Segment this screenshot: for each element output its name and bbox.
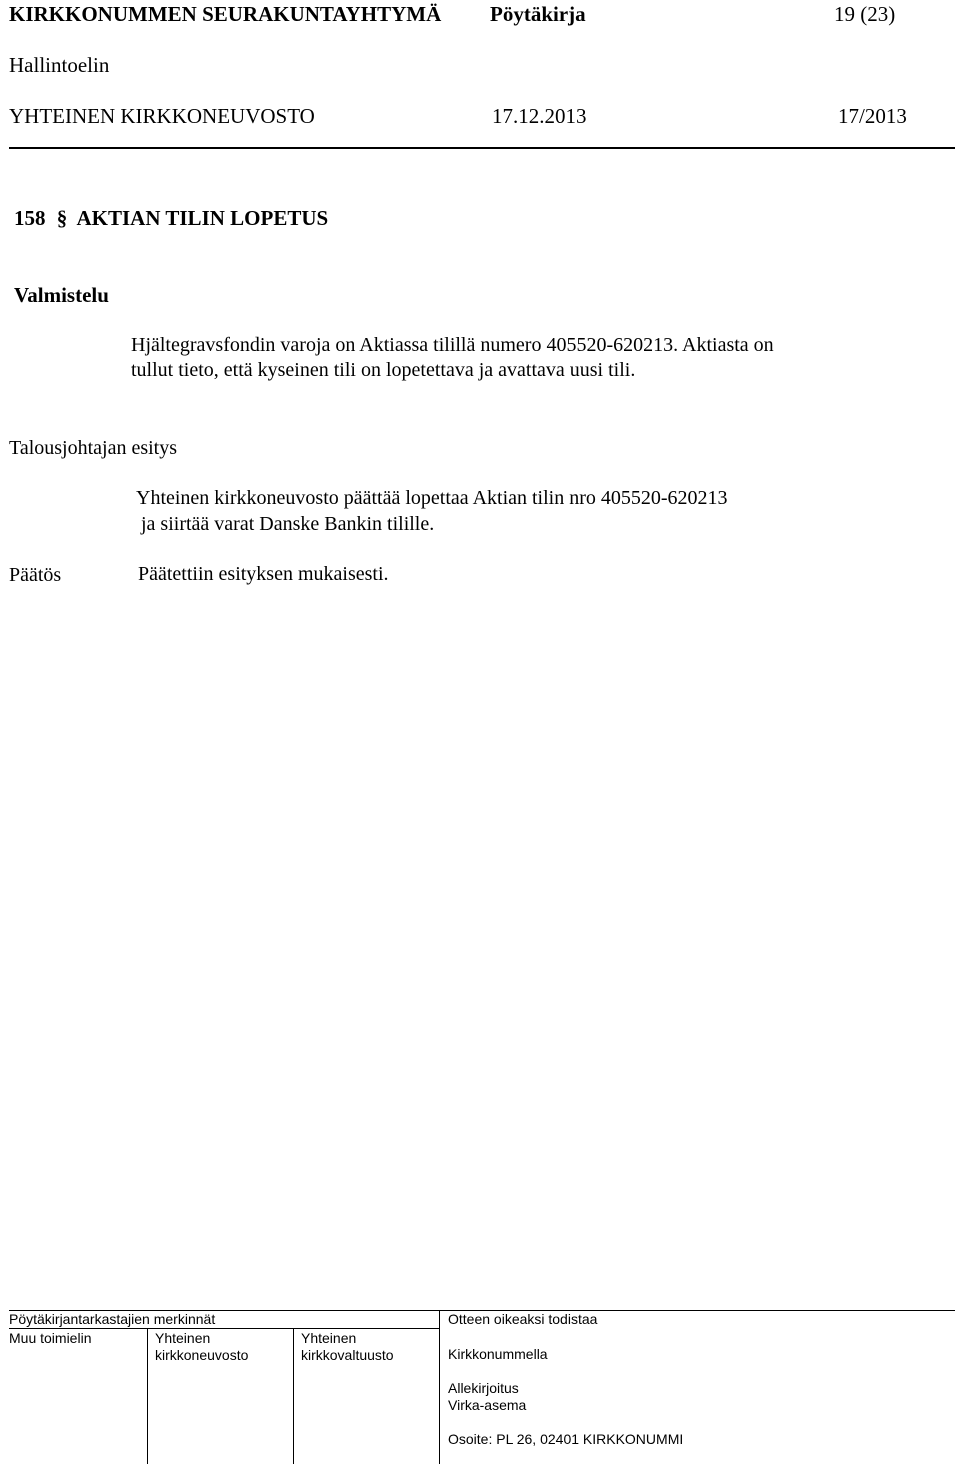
footer-certification-title: Otteen oikeaksi todistaa [448, 1311, 598, 1327]
footer-col-assembly-line-2: kirkkovaltuusto [301, 1347, 394, 1363]
footer-position-label: Virka-asema [448, 1397, 527, 1413]
section-title: AKTIAN TILIN LOPETUS [76, 206, 329, 230]
page-number: 19 (23) [834, 2, 896, 26]
footer-signature-label: Allekirjoitus [448, 1380, 519, 1396]
footer-col-council-line-2: kirkkoneuvosto [155, 1347, 249, 1363]
esitys-label: Talousjohtajan esitys [9, 437, 178, 459]
footer-col-divider-2 [293, 1328, 294, 1464]
section-heading [14, 206, 328, 230]
governing-body-label: Hallintoelin [9, 53, 110, 77]
section-number: 158 [14, 206, 46, 230]
organization-name: KIRKKONUMMEN SEURAKUNTAYHTYMÄ [9, 2, 442, 26]
meeting-number: 17/2013 [838, 104, 907, 128]
footer-col-divider-3 [439, 1310, 440, 1464]
paatos-label: Päätös [9, 564, 62, 586]
paatos-text: Päätettiin esityksen mukaisesti. [138, 563, 389, 585]
footer-col-other-body: Muu toimielin [9, 1330, 92, 1346]
footer-address: Osoite: PL 26, 02401 KIRKKONUMMI [448, 1431, 684, 1447]
valmistelu-text: Hjältegravsfondin varoja on Aktiassa tilillä numero 405520-620213. Aktiasta on tullut tieto, että kyseinen tili on lopetettava ja avattava uusi tili. [131, 334, 774, 381]
document-type: Pöytäkirja [490, 2, 586, 26]
footer-col-council-line-1: Yhteinen [155, 1330, 211, 1346]
section-symbol: § [56, 206, 68, 230]
meeting-date: 17.12.2013 [492, 104, 587, 128]
footer-col-assembly-line-1: Yhteinen [301, 1330, 357, 1346]
valmistelu-label: Valmistelu [14, 283, 109, 307]
council-name: YHTEINEN KIRKKONEUVOSTO [9, 104, 315, 128]
esitys-text-line-1: Yhteinen kirkkoneuvosto päättää lopettaa Aktian tilin nro 405520-620213 [136, 487, 728, 509]
esitys-text-line-2: ja siirtää varat Danske Bankin tilille. [141, 513, 435, 535]
footer-place: Kirkkonummella [448, 1346, 548, 1362]
footer-inspectors-title: Pöytäkirjantarkastajien merkinnät [9, 1311, 216, 1327]
footer-col-divider-1 [147, 1328, 148, 1464]
header-divider [9, 147, 955, 149]
footer-left-subrule [9, 1328, 439, 1329]
